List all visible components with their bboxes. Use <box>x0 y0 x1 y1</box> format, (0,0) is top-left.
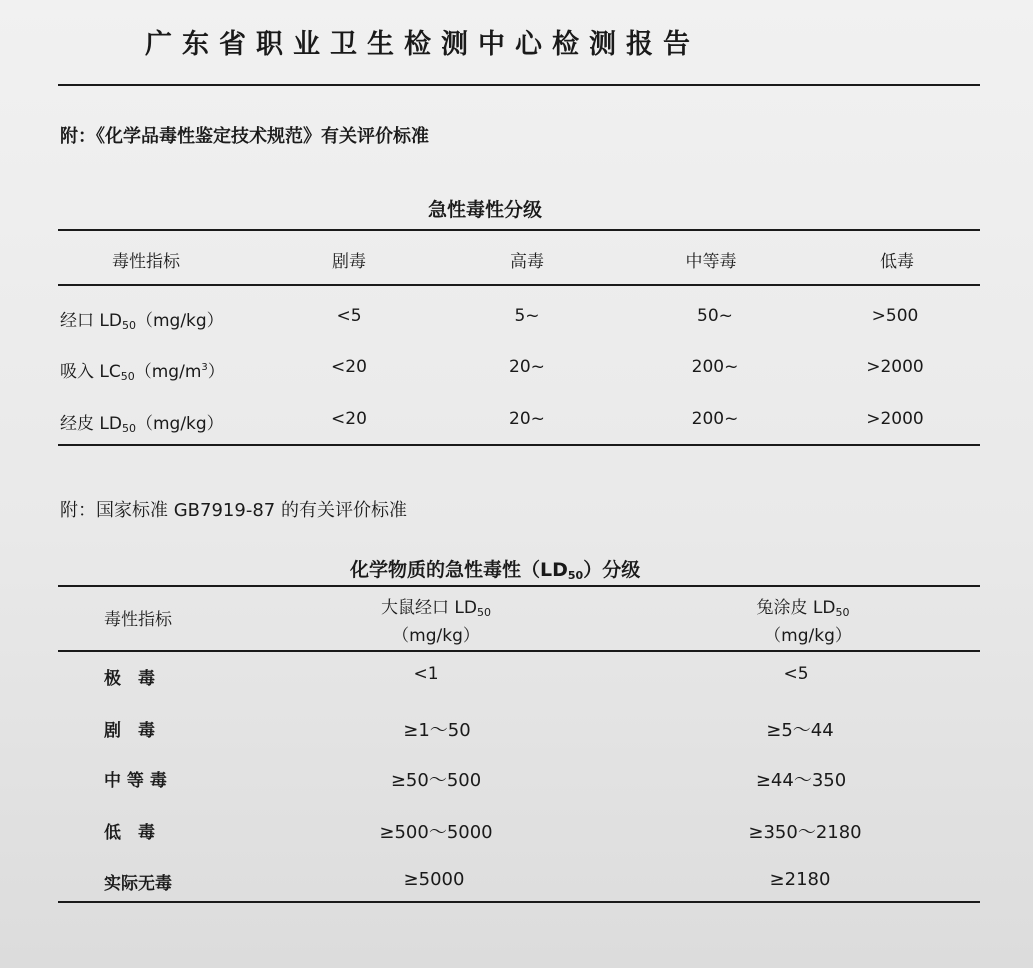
table2-header-rat-oral-unit: （mg/kg） <box>392 626 480 646</box>
table1-cell: >2000 <box>866 409 924 429</box>
table1-cell: 5~ <box>514 306 540 326</box>
table1-cell: >500 <box>871 306 919 326</box>
table2-cell: ≥350～2180 <box>748 822 862 843</box>
table2-cell: <1 <box>413 664 439 684</box>
table1-header-low: 低毒 <box>880 252 914 272</box>
table1-cell: <5 <box>336 306 362 326</box>
table1-bottom-rule <box>58 444 980 446</box>
table1-header-extreme: 剧毒 <box>332 252 366 272</box>
table1-cell: >2000 <box>866 357 924 377</box>
table2-row-label: 剧 毒 <box>104 721 155 741</box>
table1-cell: <20 <box>331 409 367 429</box>
table2-row-label: 低 毒 <box>104 823 155 843</box>
table1-top-rule <box>58 229 980 231</box>
table2-header-rule <box>58 650 980 652</box>
table2-header-indicator: 毒性指标 <box>104 610 172 630</box>
table2-cell: ≥1～50 <box>403 720 471 741</box>
table2-header-rabbit-dermal-unit: （mg/kg） <box>764 626 852 646</box>
title-rule <box>58 84 980 86</box>
table1-header-indicator: 毒性指标 <box>112 252 180 272</box>
table1-header-high: 高毒 <box>510 252 544 272</box>
table2-top-rule <box>58 585 980 587</box>
table2-cell: ≥2180 <box>769 869 831 890</box>
table1-cell: 200~ <box>691 409 739 429</box>
appendix2-heading: 附：国家标准 GB7919-87 的有关评价标准 <box>60 500 407 521</box>
table2-row-label: 极 毒 <box>104 669 155 689</box>
report-title: 广东省职业卫生检测中心检测报告 <box>145 29 700 60</box>
table2-cell: ≥50～500 <box>390 770 482 791</box>
table1-cell: <20 <box>331 357 367 377</box>
table2-row-label: 中 等 毒 <box>104 771 167 791</box>
table2-cell: ≥500～5000 <box>379 822 493 843</box>
table2-cell: ≥5～44 <box>766 720 834 741</box>
table2-header-rat-oral: 大鼠经口 $LD_{50}$ <box>381 598 491 619</box>
table1-header-moderate: 中等毒 <box>685 252 737 272</box>
table1-cell: 20~ <box>509 409 545 429</box>
table2-cell: ≥44～350 <box>755 770 847 791</box>
table1-header-rule <box>58 284 980 286</box>
table1-row-label: 吸入 $LC_{50}(mg/m^3)$ <box>60 362 225 383</box>
table2-cell: <5 <box>783 664 809 684</box>
table2-row-label: 实际无毒 <box>104 874 172 894</box>
table1-cell: 20~ <box>509 357 545 377</box>
table2-bottom-rule <box>58 901 980 903</box>
appendix1-heading: 附：《化学品毒性鉴定技术规范》有关评价标准 <box>60 126 429 147</box>
table2-cell: ≥5000 <box>403 869 465 890</box>
table2-header-rabbit-dermal: 兔涂皮 $LD_{50}$ <box>756 598 850 619</box>
table1-row-label: 经皮 $LD_{50}(mg/kg)$ <box>60 414 224 435</box>
table1-cell: 50~ <box>697 306 733 326</box>
appendix1-table-title: 急性毒性分级 <box>428 199 543 221</box>
table1-row-label: 经口 $LD_{50}(mg/kg)$ <box>60 311 224 332</box>
table1-cell: 200~ <box>691 357 739 377</box>
appendix2-table-title: 化学物质的急性毒性$(LD_{50})$分级 <box>350 559 641 582</box>
